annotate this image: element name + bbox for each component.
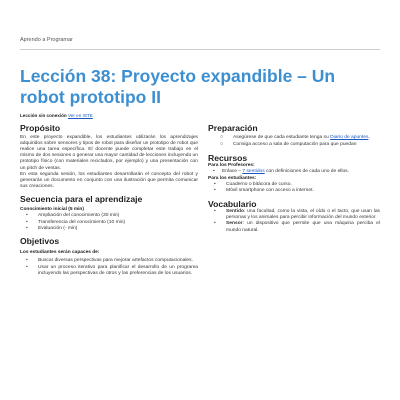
list-item: • Enlace – 7 sentidos con definiciones de cada uno de ellos. (213, 169, 349, 175)
objetivos-list (20, 258, 198, 278)
bullet-icon: • (213, 169, 215, 175)
vocabulario-heading: Vocabulario (208, 199, 257, 210)
list-item: • Cuaderno o bitácora de curso. (214, 181, 292, 187)
lesson-title: Lección 38: Proyecto expandible – Un robot prototipo II (20, 66, 336, 107)
secuencia-label: Conocimiento inicial (5 min) (20, 207, 84, 213)
bullet-icon: • (26, 219, 28, 225)
list-item: ○ Consiga acceso a sala de computación para que puedan (220, 142, 357, 148)
circle-bullet-icon: ○ (220, 142, 223, 148)
circle-bullet-icon: ○ (220, 135, 223, 140)
proposito-paragraph-2: En esta segunda sesión, los estudiantes desarrollarán el concepto del robot y generarán un documento en conjunto con una ilustración que permita comunicar sus creaciones. (20, 171, 198, 190)
bullet-icon: • (214, 181, 216, 187)
sentidos-link[interactable]: 7 sentidos (242, 169, 265, 175)
list-item: • Sentido: una facultad, como la vista, el oído o el tacto, que usan las personas y los animales para percibir información del mundo exterior. (214, 209, 380, 221)
list-item: • Buscar diversas perspectivas para mejorar artefactos computacionales. (26, 257, 193, 263)
secuencia-heading: Secuencia para el aprendizaje (20, 194, 143, 205)
iste-link[interactable]: Ver en ISTE (68, 113, 93, 118)
bullet-icon: • (214, 209, 216, 215)
bullet-icon: • (26, 225, 28, 231)
subtitle-label: Lección sin conexión (20, 113, 67, 118)
list-item: • Usar un proceso iterativo para planificar el desarrollo de un programa incluyendo las perspectivas de otros y las preferencias de los usuarios. (26, 265, 198, 277)
profesores-list (208, 169, 380, 175)
secuencia-list (20, 213, 198, 232)
vocabulario-list (208, 209, 380, 234)
proposito-heading: Propósito (20, 123, 61, 133)
header-divider (20, 49, 380, 50)
objetivos-label: Los estudiantes serán capaces de: (20, 249, 100, 255)
term: Sentido (226, 209, 244, 215)
objetivos-heading: Objetivos (20, 235, 60, 246)
list-item: • Ampliación del conocimiento (30 min) (26, 213, 120, 219)
list-item: • Sensor: un dispositivo que permite que una máquina perciba el mundo natural. (214, 221, 380, 233)
bullet-icon: • (214, 221, 216, 227)
profesores-label: Para los Profesores: (208, 163, 255, 169)
list-item: ○ Asegúrese de que cada estudiante tenga su Diario de apuntes. (220, 135, 370, 140)
list-item: • Evaluación (- min) (26, 225, 78, 231)
bullet-icon: • (26, 213, 28, 219)
proposito-paragraph-1: En este proyecto expandible, los estudiantes utilizarán los aprendizajes adquiridos sobre sensores y tipos de robot para diseñar un prototipo de robot que realice una tarea específica. El docente puede completar este trabajo en el mismo de dos sesiones o generar una mayor cantidad de lecciones incluyendo un prototipo físico (con materiales reciclados, por ejemplo) y una presentación con un pitch de ventas. (20, 134, 198, 171)
left-column (20, 123, 198, 278)
list-item: • Móvil smartphone con acceso a internet. (214, 187, 314, 193)
estudiantes-list (208, 182, 380, 194)
bullet-icon: • (214, 187, 216, 193)
preparacion-heading: Preparación (208, 123, 258, 133)
list-item: • Transferencia del conocimiento (10 min) (26, 219, 126, 225)
estudiantes-label: Para los estudiantes: (208, 175, 257, 181)
bullet-icon: • (26, 265, 28, 271)
diario-link[interactable]: Diario de apuntes (330, 135, 369, 140)
preparacion-list (208, 135, 380, 148)
right-column (208, 123, 380, 234)
lesson-subtitle (20, 113, 93, 118)
recursos-heading: Recursos (208, 153, 248, 164)
page-header: Aprendo a Programar (20, 37, 73, 43)
term: Sensor (226, 221, 243, 227)
bullet-icon: • (26, 257, 28, 263)
